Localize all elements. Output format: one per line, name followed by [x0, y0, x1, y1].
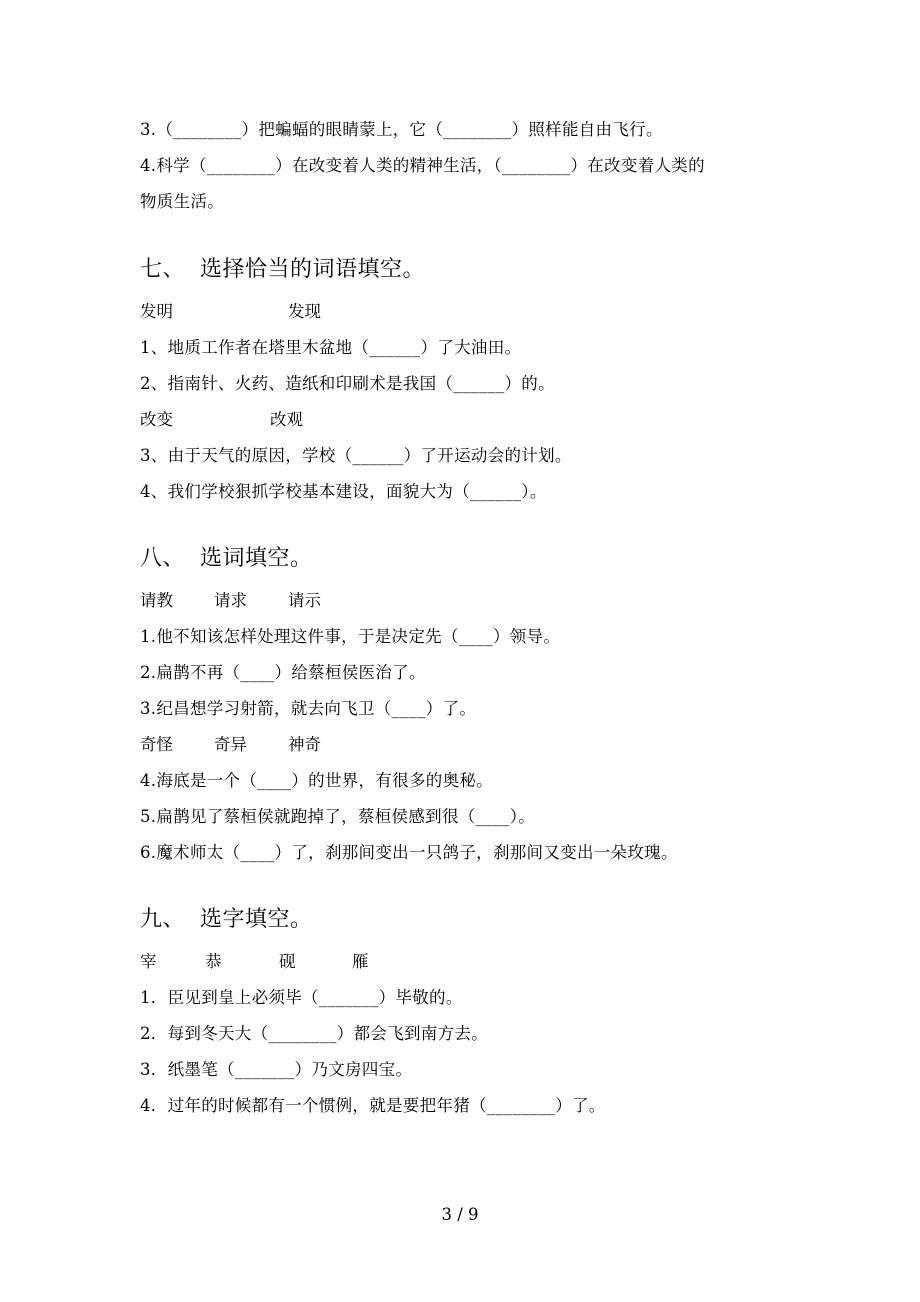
question-9-1: 1．臣见到皇上必须毕（_______）毕敬的。 [140, 988, 463, 1007]
section-8-number: 八、 [140, 546, 186, 571]
word-option: 奇异 [214, 735, 247, 754]
question-8-5: 5.扁鹊见了蔡桓侯就跑掉了，蔡桓侯感到很（____）。 [140, 807, 536, 826]
word-option: 改观 [270, 410, 303, 429]
section-8-title: 选词填空。 [200, 546, 313, 571]
word-option: 发现 [288, 302, 321, 321]
word-option: 雁 [352, 952, 369, 971]
question-8-2: 2.扁鹊不再（____）给蔡桓侯医治了。 [140, 663, 426, 682]
page-number: 3 / 9 [441, 1205, 479, 1224]
section-8-heading [140, 544, 313, 574]
question-9-3: 3．纸墨笔（_______）乃文房四宝。 [140, 1060, 413, 1079]
question-7-1: 1、地质工作者在塔里木盆地（______）了大油田。 [140, 338, 522, 357]
question-6-3: 3.（________）把蝙蝠的眼睛蒙上，它（________）照样能自由飞行。 [140, 120, 663, 139]
section-7-heading [140, 255, 425, 285]
question-6-4-continued: 物质生活。 [140, 192, 224, 211]
section-9-heading [140, 905, 313, 935]
question-8-6: 6.魔术师太（____）了，刹那间变出一只鸽子，刹那间又变出一朵玫瑰。 [140, 843, 678, 862]
word-option: 改变 [140, 410, 173, 429]
word-option: 神奇 [288, 735, 321, 754]
word-option: 奇怪 [140, 735, 173, 754]
section-7-title: 选择恰当的词语填空。 [200, 257, 426, 282]
section-7-number: 七、 [140, 257, 186, 282]
word-option: 请教 [140, 591, 173, 610]
word-option: 请示 [288, 591, 321, 610]
section-9-title: 选字填空。 [200, 907, 313, 932]
question-7-4: 4、我们学校狠抓学校基本建设，面貌大为（______）。 [140, 482, 547, 501]
question-9-2: 2．每到冬天大（________）都会飞到南方去。 [140, 1024, 488, 1043]
question-8-4: 4.海底是一个（____）的世界，有很多的奥秘。 [140, 771, 493, 790]
question-8-3: 3.纪昌想学习射箭，就去向飞卫（____）了。 [140, 699, 477, 718]
word-option: 恭 [205, 952, 222, 971]
word-option: 发明 [140, 302, 173, 321]
question-7-2: 2、指南针、火药、造纸和印刷术是我国（______）的。 [140, 374, 555, 393]
section-9-number: 九、 [140, 907, 186, 932]
question-8-1: 1.他不知该怎样处理这件事，于是决定先（____）领导。 [140, 627, 561, 646]
word-option: 砚 [279, 952, 296, 971]
question-7-3: 3、由于天气的原因，学校（______）了开运动会的计划。 [140, 446, 572, 465]
word-option: 请求 [214, 591, 247, 610]
word-option: 宰 [140, 952, 157, 971]
question-6-4: 4.科学（________）在改变着人类的精神生活，（________）在改变着人类的 [140, 156, 705, 175]
question-9-4: 4．过年的时候都有一个惯例，就是要把年猪（________）了。 [140, 1096, 606, 1115]
